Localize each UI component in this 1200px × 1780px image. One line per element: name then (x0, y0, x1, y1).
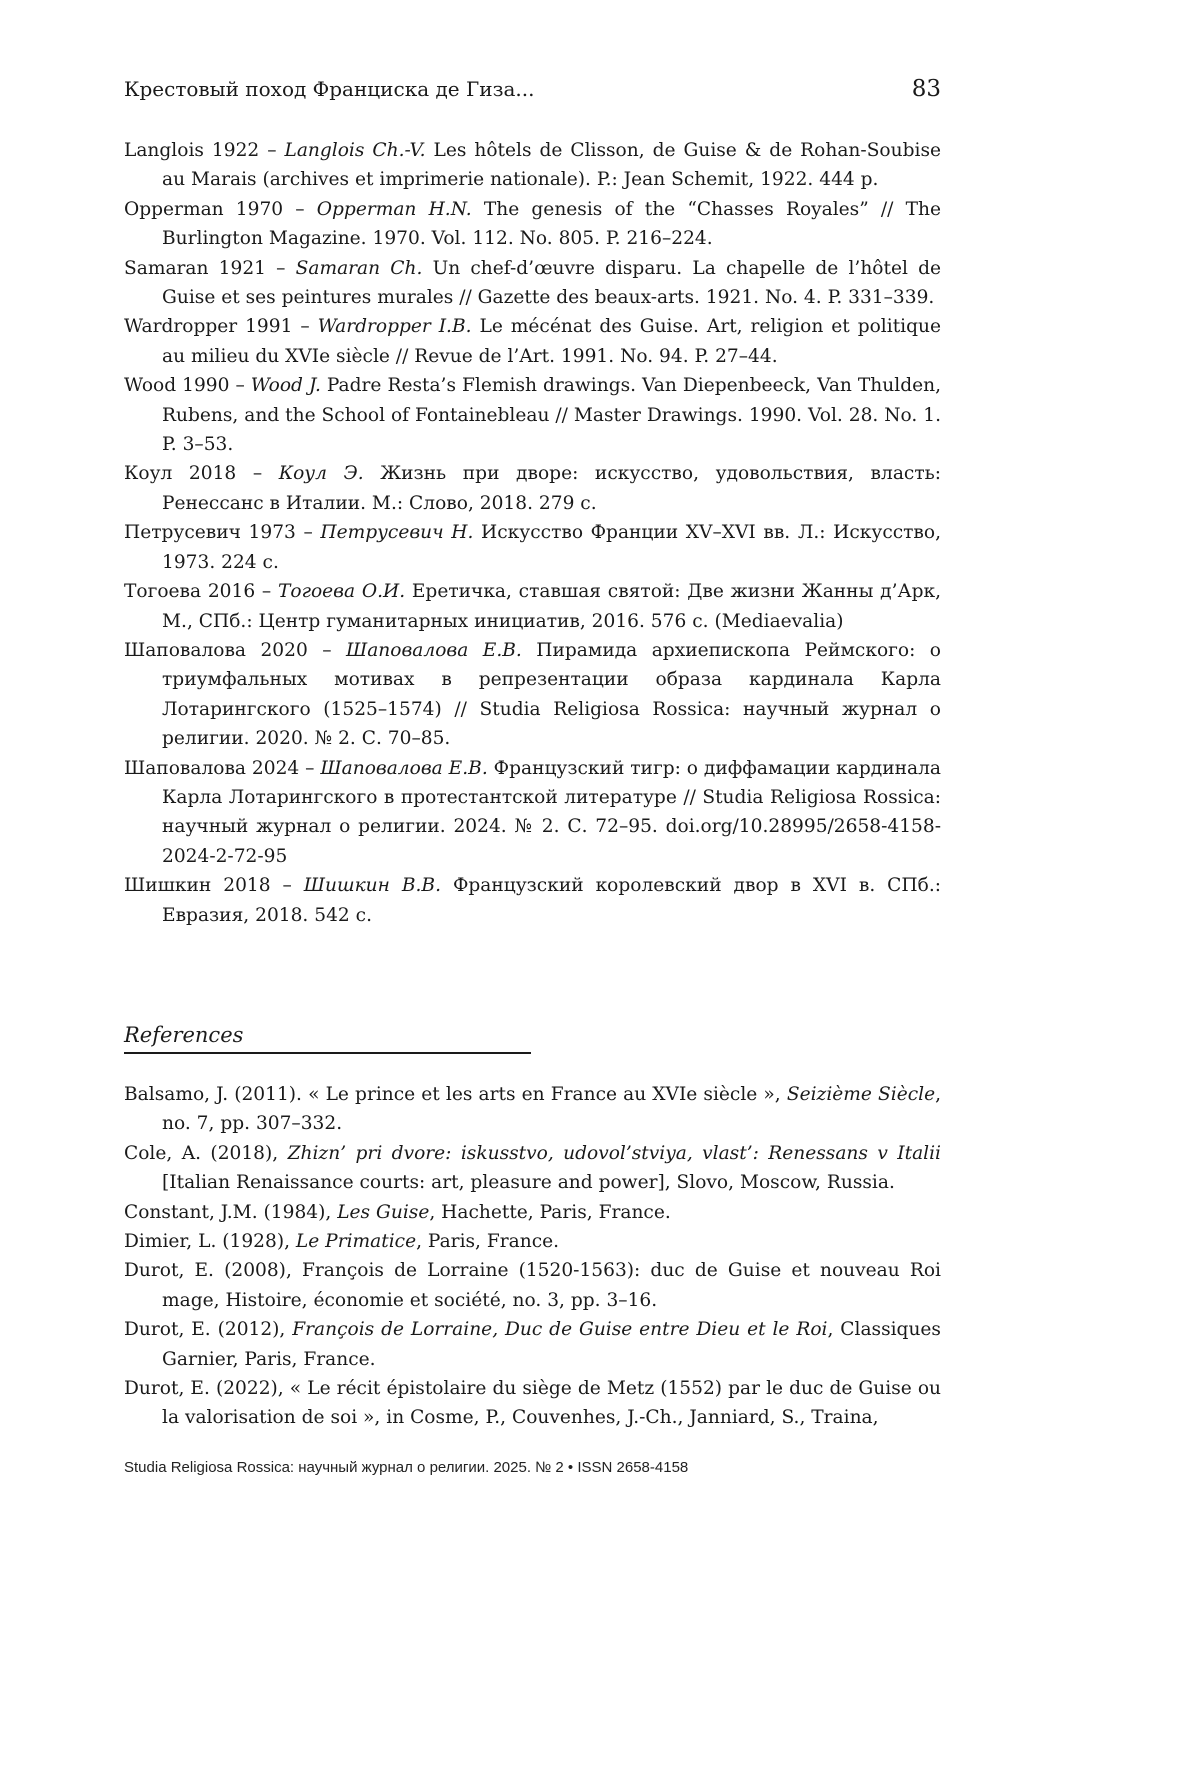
bibliography-entry: Opperman 1970 – Opperman H.N. The genesis of the “Chasses Royales” // The Burlington Magazine. 1970. Vol. 112. No. 805. P. 216–224. (124, 198, 941, 250)
reference-entry: Durot, E. (2012), François de Lorraine, Duc de Guise entre Dieu et le Roi, Classiques Garnier, Paris, France. (124, 1319, 941, 1370)
reference-entry: Durot, E. (2022), « Le récit épistolaire du siège de Metz (1552) par le duc de Guise ou la valorisation de soi », in Cosme, P., Couvenhes, J.-Ch., Janniard, S., Traina, (124, 1378, 941, 1429)
running-head (124, 76, 941, 110)
bibliography-entry: Шаповалова 2024 – Шаповалова Е.В. Французский тигр: о диффамации кардинала Карла Лотарингского в протестантской литературе // Studia Religiosa Rossica: научный журнал о религии. 2024. № 2. С. 72–95. doi.org/10.28995/2658-4158-2024-2-72-95 (124, 757, 941, 867)
bibliography-entry: Шишкин 2018 – Шишкин В.В. Французский королевский двор в XVI в. СПб.: Евразия, 2018. 542 с. (124, 875, 941, 926)
references-heading: References (124, 1020, 531, 1054)
bibliography-list (124, 136, 941, 930)
bibliography-entry: Коул 2018 – Коул Э. Жизнь при дворе: искусство, удовольствия, власть: Ренессанс в Италии. М.: Слово, 2018. 279 с. (124, 463, 941, 514)
bibliography-entry: Samaran 1921 – Samaran Ch. Un chef-d’œuvre disparu. La chapelle de l’hôtel de Guise et ses peintures murales // Gazette des beaux-arts. 1921. No. 4. P. 331–339. (124, 257, 941, 309)
bibliography-entry: Тогоева 2016 – Тогоева О.И. Еретичка, ставшая святой: Две жизни Жанны д’Арк, М., СПб.: Центр гуманитарных инициатив, 2016. 576 с. (Mediaevalia) (124, 581, 942, 632)
reference-entry: Durot, E. (2008), François de Lorraine (1520-1563): duc de Guise et nouveau Roi mage, Histoire, économie et société, no. 3, pp. 3–16. (124, 1260, 941, 1311)
running-title: Крестовый поход Франциска де Гиза... (124, 77, 535, 101)
references-list (124, 1080, 941, 1433)
bibliography-entry: Langlois 1922 – Langlois Ch.-V. Les hôtels de Clisson, de Guise & de Rohan-Soubise au Marais (archives et imprimerie nationale). P.: Jean Schemit, 1922. 444 p. (124, 140, 941, 191)
reference-entry: Dimier, L. (1928), Le Primatice, Paris, France. (124, 1231, 560, 1253)
bibliography-entry: Wardropper 1991 – Wardropper I.B. Le mécénat des Guise. Art, religion et politique au milieu du XVIe siècle // Revue de l’Art. 1991. No. 94. P. 27–44. (124, 316, 941, 367)
bibliography-entry: Wood 1990 – Wood J. Padre Resta’s Flemish drawings. Van Diepenbeeck, Van Thulden, Rubens, and the School of Fontainebleau // Master Drawings. 1990. Vol. 28. No. 1. P. 3–53. (124, 375, 941, 456)
reference-entry: Constant, J.M. (1984), Les Guise, Hachette, Paris, France. (124, 1201, 671, 1223)
reference-entry: Cole, A. (2018), Zhizn’ pri dvore: iskusstvo, udovol’stviya, vlast’: Renessans v Italii [Italian Renaissance courts: art, pleasure and power], Slovo, Moscow, Russia. (124, 1142, 942, 1194)
reference-entry: Balsamo, J. (2011). « Le prince et les arts en France au XVIe siècle », Seizième Siècle, no. 7, pp. 307–332. (124, 1084, 941, 1135)
bibliography-entry: Шаповалова 2020 – Шаповалова Е.В. Пирамида архиепископа Реймского: о триумфальных мотивах в репрезентации образа кардинала Карла Лотарингского (1525–1574) // Studia Religiosa Rossica: научный журнал о религии. 2020. № 2. С. 70–85. (124, 639, 941, 750)
journal-footer: Studia Religiosa Rossica: научный журнал о религии. 2025. № 2 • ISSN 2658-4158 (124, 1459, 689, 1476)
bibliography-entry: Петрусевич 1973 – Петрусевич Н. Искусство Франции XV–XVI вв. Л.: Искусство, 1973. 224 с. (124, 522, 941, 573)
page-number: 83 (911, 76, 941, 102)
